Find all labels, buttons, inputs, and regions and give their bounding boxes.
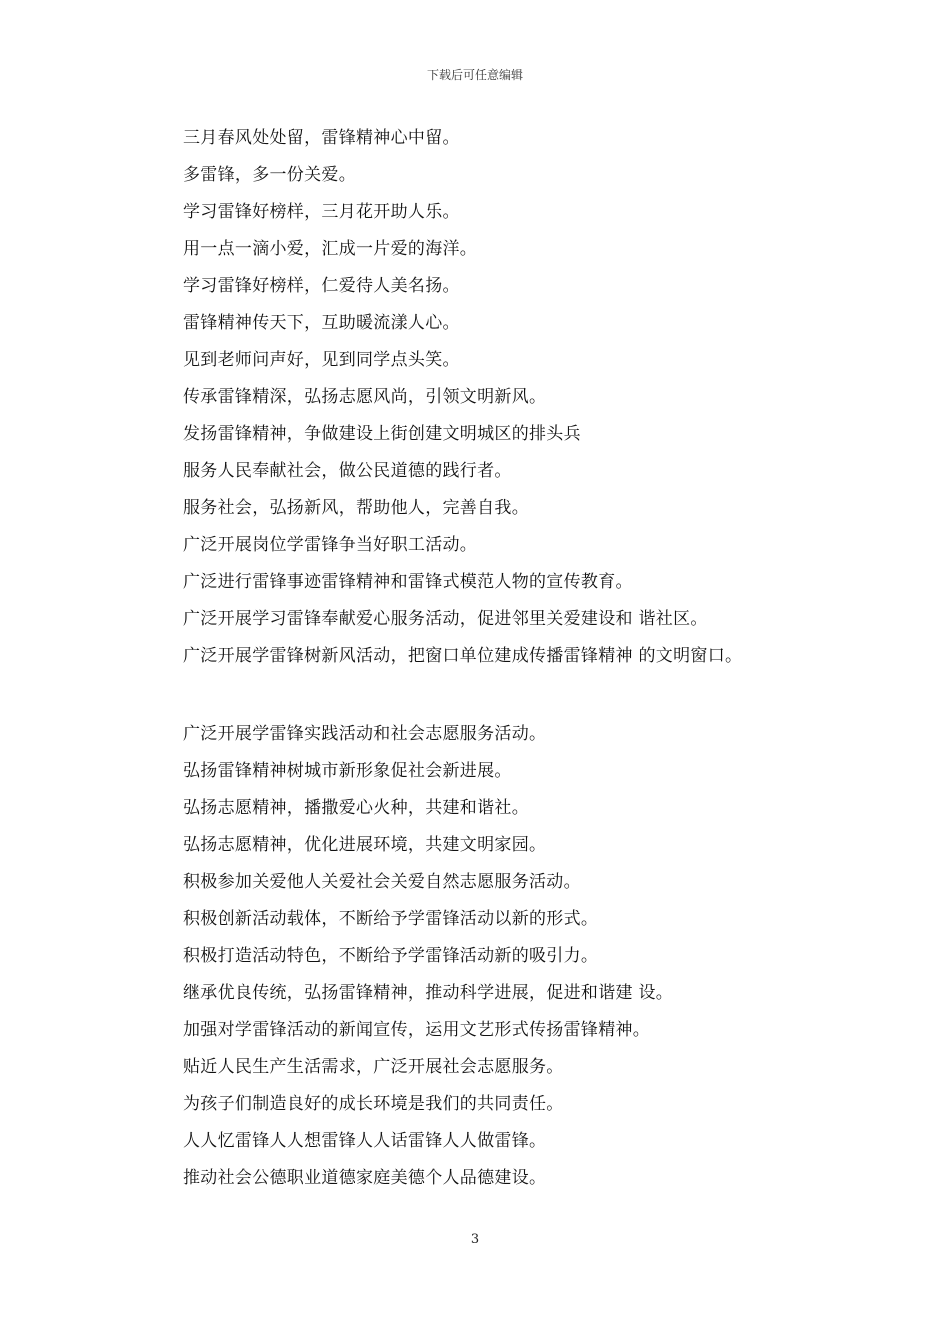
text-line: 传承雷锋精深，弘扬志愿风尚，引领文明新风。 bbox=[183, 387, 547, 407]
text-line: 广泛开展学雷锋实践活动和社会志愿服务活动。 bbox=[183, 724, 547, 744]
text-line: 广泛开展岗位学雷锋争当好职工活动。 bbox=[183, 535, 478, 555]
text-line: 学习雷锋好榜样，仁爱待人美名扬。 bbox=[183, 276, 460, 296]
text-line: 广泛开展学雷锋树新风活动，把窗口单位建成传播雷锋精神 的文明窗口。 bbox=[183, 646, 743, 666]
text-line: 为孩子们制造良好的成长环境是我们的共同责任。 bbox=[183, 1094, 564, 1114]
text-line: 积极创新活动载体，不断给予学雷锋活动以新的形式。 bbox=[183, 909, 599, 929]
text-line: 弘扬雷锋精神树城市新形象促社会新进展。 bbox=[183, 761, 512, 781]
text-line: 贴近人民生产生活需求，广泛开展社会志愿服务。 bbox=[183, 1057, 564, 1077]
text-line: 推动社会公德职业道德家庭美德个人品德建设。 bbox=[183, 1168, 547, 1188]
text-line: 加强对学雷锋活动的新闻宣传，运用文艺形式传扬雷锋精神。 bbox=[183, 1020, 651, 1040]
text-line: 学习雷锋好榜样，三月花开助人乐。 bbox=[183, 202, 460, 222]
text-line: 多雷锋，多一份关爱。 bbox=[183, 165, 356, 185]
text-line: 广泛开展学习雷锋奉献爱心服务活动，促进邻里关爱建设和 谐社区。 bbox=[183, 609, 708, 629]
text-line: 广泛进行雷锋事迹雷锋精神和雷锋式模范人物的宣传教育。 bbox=[183, 572, 633, 592]
text-line: 积极参加关爱他人关爱社会关爱自然志愿服务活动。 bbox=[183, 872, 581, 892]
text-line: 服务人民奉献社会，做公民道德的践行者。 bbox=[183, 461, 512, 481]
text-line: 人人忆雷锋人人想雷锋人人话雷锋人人做雷锋。 bbox=[183, 1131, 547, 1151]
page-number: 3 bbox=[470, 1232, 480, 1247]
text-line: 弘扬志愿精神，播撒爱心火种，共建和谐社。 bbox=[183, 798, 529, 818]
text-line: 雷锋精神传天下，互助暖流漾人心。 bbox=[183, 313, 460, 333]
text-line: 见到老师问声好，见到同学点头笑。 bbox=[183, 350, 460, 370]
text-line: 用一点一滴小爱，汇成一片爱的海洋。 bbox=[183, 239, 478, 259]
page-header: 下载后可任意编辑 bbox=[426, 68, 523, 82]
text-line: 三月春风处处留，雷锋精神心中留。 bbox=[183, 128, 460, 148]
text-line: 弘扬志愿精神，优化进展环境，共建文明家园。 bbox=[183, 835, 547, 855]
text-line: 继承优良传统，弘扬雷锋精神，推动科学进展，促进和谐建 设。 bbox=[183, 983, 674, 1003]
text-line: 服务社会，弘扬新风，帮助他人，完善自我。 bbox=[183, 498, 529, 518]
text-line: 发扬雷锋精神，争做建设上街创建文明城区的排头兵 bbox=[183, 424, 581, 444]
text-line: 积极打造活动特色，不断给予学雷锋活动新的吸引力。 bbox=[183, 946, 599, 966]
